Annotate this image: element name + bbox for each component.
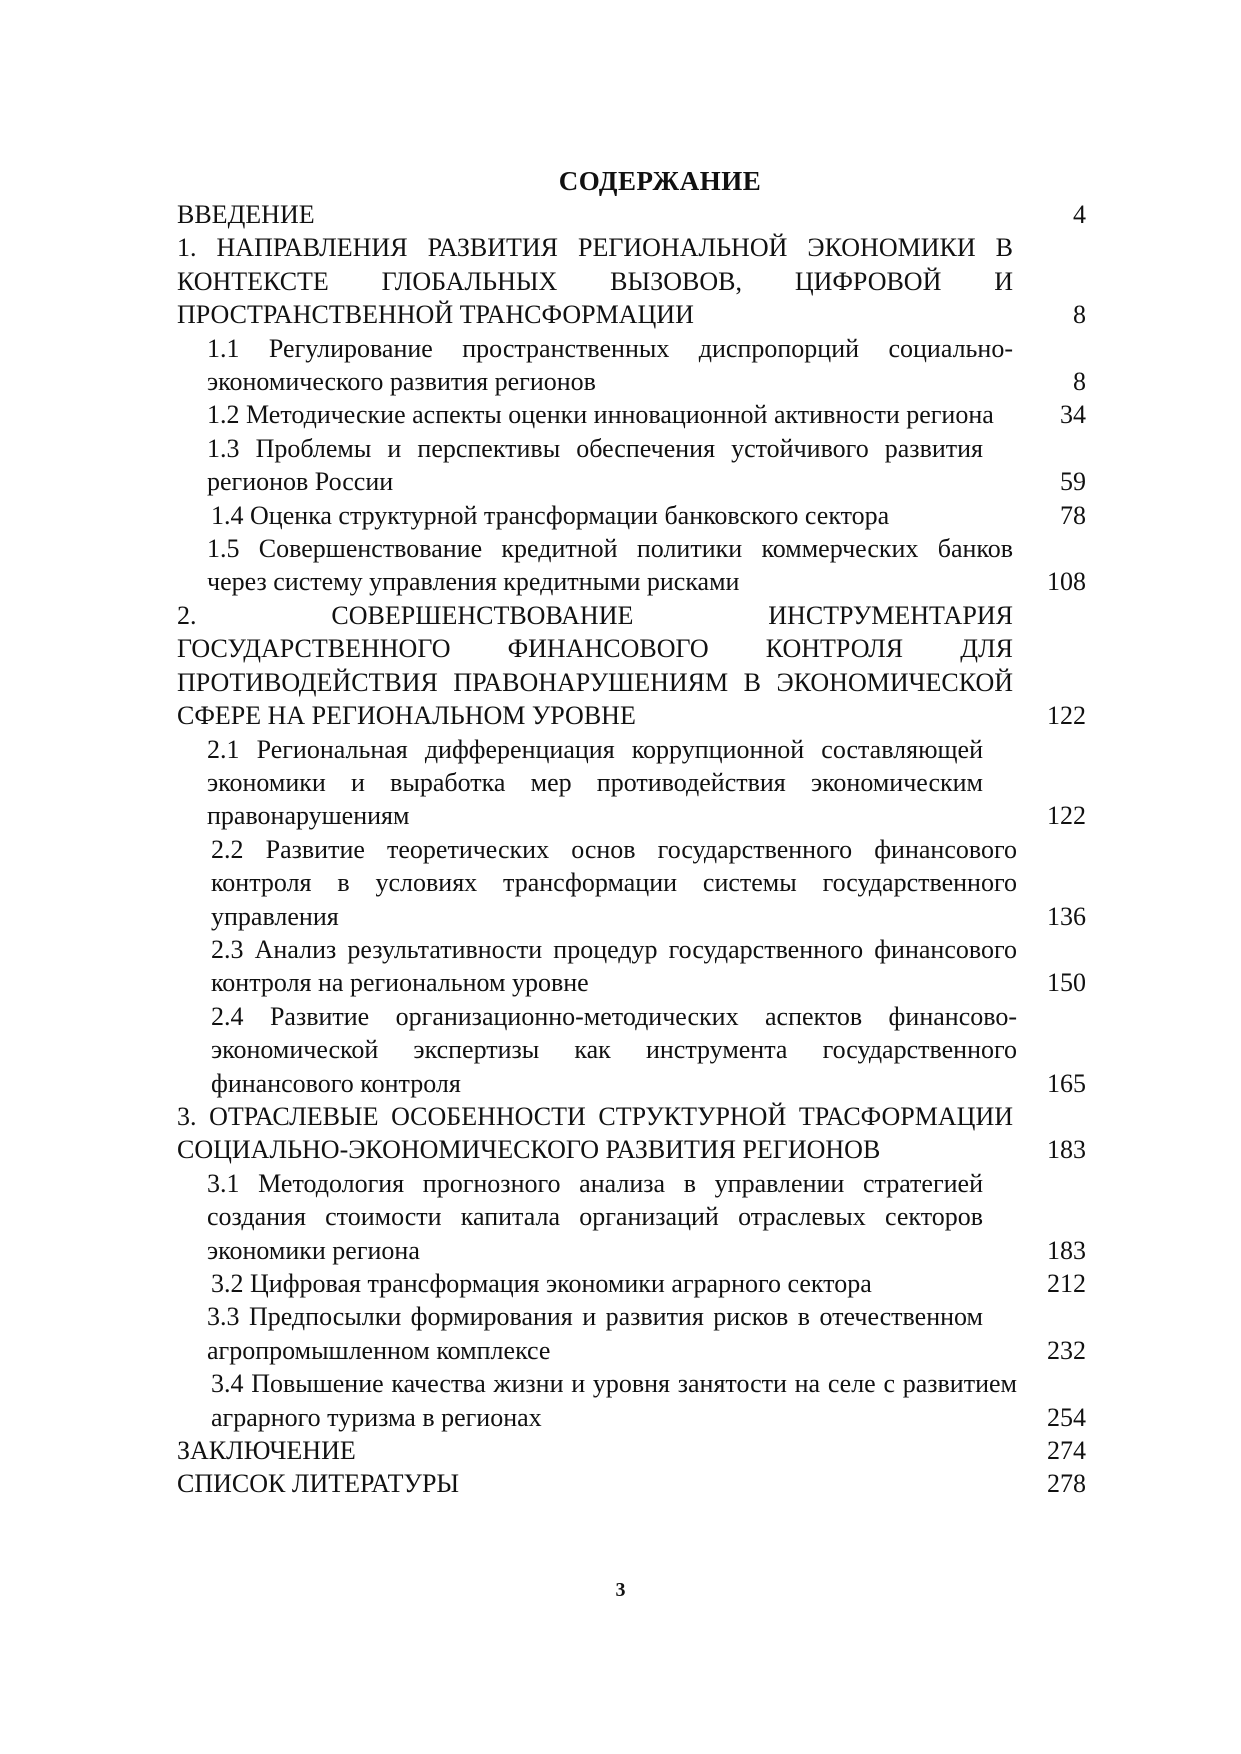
toc-entry-title: СПИСОК ЛИТЕРАТУРЫ (177, 1469, 460, 1499)
toc-entry-page: 278 (1047, 1469, 1086, 1499)
toc-entry-section-3-1 (0, 1167, 1241, 1267)
table-of-contents (0, 198, 1241, 1501)
toc-entry-page: 136 (1047, 901, 1086, 931)
toc-entry-title: 3. ОТРАСЛЕВЫЕ ОСОБЕННОСТИ СТРУКТУРНОЙ ТРАСФОРМАЦИИ СОЦИАЛЬНО-ЭКОНОМИЧЕСКОГО РАЗВИТИЯ РЕГИОНОВ (177, 1101, 1013, 1165)
toc-entry-title: 1.5 Совершенствование кредитной политики коммерческих банков через систему управления кредитными рисками (207, 534, 1013, 597)
toc-entry-section-3-3 (0, 1300, 1241, 1367)
toc-entry-title: ЗАКЛЮЧЕНИЕ (177, 1436, 356, 1466)
toc-entry-title: 3.2 Цифровая трансформация экономики аграрного сектора (211, 1269, 872, 1298)
toc-entry-title: 1.2 Методические аспекты оценки инновационной активности региона (207, 400, 994, 430)
toc-entry-page: 78 (1060, 500, 1086, 530)
toc-entry-chapter-1 (0, 231, 1241, 331)
toc-entry-page: 274 (1047, 1436, 1086, 1466)
toc-entry-title: 3.1 Методология прогнозного анализа в управлении стратегией создания стоимости капитала организаций отраслевых секторов экономики региона (207, 1168, 983, 1265)
toc-entry-section-1-2 (0, 398, 1241, 431)
toc-entry-section-2-2 (0, 833, 1241, 933)
toc-entry-chapter-2 (0, 599, 1241, 733)
toc-entry-title: 3.3 Предпосылки формирования и развития рисков в отечественном агропромышленном комплексе (207, 1302, 983, 1365)
toc-entry-references (0, 1467, 1241, 1500)
toc-entry-section-1-4 (0, 499, 1241, 532)
toc-entry-section-2-3 (0, 933, 1241, 1000)
toc-entry-section-3-2 (0, 1267, 1241, 1300)
toc-entry-title: 3.4 Повышение качества жизни и уровня занятости на селе с развитием аграрного туризма в регионах (211, 1369, 1017, 1432)
toc-entry-page: 4 (1073, 200, 1086, 229)
toc-entry-page: 183 (1047, 1135, 1086, 1165)
toc-entry-title: 1.1 Регулирование пространственных диспропорций социально-экономического развития регионов (207, 333, 1013, 397)
toc-entry-page: 212 (1047, 1269, 1086, 1298)
toc-entry-page: 150 (1047, 968, 1086, 998)
toc-entry-page: 8 (1073, 300, 1086, 330)
toc-entry-section-2-4 (0, 1000, 1241, 1100)
toc-entry-conclusion (0, 1434, 1241, 1467)
toc-entry-title: 2.4 Развитие организационно-методических аспектов финансово-экономической экспертизы как инструмента государственного финансового контроля (211, 1001, 1017, 1098)
toc-title: СОДЕРЖАНИЕ (558, 166, 762, 196)
toc-entry-page: 59 (1060, 467, 1086, 497)
toc-entry-page: 254 (1047, 1402, 1086, 1432)
toc-entry-page: 122 (1047, 701, 1086, 731)
toc-entry-title: 1.4 Оценка структурной трансформации банковского сектора (211, 500, 890, 530)
toc-entry-introduction (0, 198, 1241, 231)
toc-entry-page: 232 (1047, 1335, 1086, 1365)
toc-entry-page: 108 (1047, 567, 1086, 597)
toc-entry-title: 2.2 Развитие теоретических основ государственного финансового контроля в условиях трансформации системы государственного управления (211, 834, 1017, 931)
toc-entry-page: 34 (1060, 400, 1086, 430)
toc-entry-chapter-3 (0, 1100, 1241, 1167)
toc-entry-section-1-1 (0, 332, 1241, 399)
toc-entry-title: 2.1 Региональная дифференциация коррупционной составляющей экономики и выработка мер противодействия экономическим правонарушениям (207, 734, 983, 831)
toc-entry-page: 183 (1047, 1235, 1086, 1265)
toc-entry-title: 1. НАПРАВЛЕНИЯ РАЗВИТИЯ РЕГИОНАЛЬНОЙ ЭКОНОМИКИ В КОНТЕКСТЕ ГЛОБАЛЬНЫХ ВЫЗОВОВ, ЦИФРОВОЙ И ПРОСТРАНСТВЕННОЙ ТРАНСФОРМАЦИИ (177, 233, 1013, 330)
toc-entry-section-3-4 (0, 1367, 1241, 1434)
toc-entry-section-1-3 (0, 432, 1241, 499)
toc-entry-title: 1.3 Проблемы и перспективы обеспечения устойчивого развития регионов России (207, 433, 983, 497)
toc-entry-section-2-1 (0, 733, 1241, 833)
toc-entry-title: ВВЕДЕНИЕ (177, 200, 315, 229)
toc-entry-page: 165 (1047, 1068, 1086, 1098)
toc-entry-title: 2.3 Анализ результативности процедур государственного финансового контроля на региональном уровне (211, 934, 1017, 998)
toc-entry-page: 8 (1073, 367, 1086, 397)
toc-entry-section-1-5 (0, 532, 1241, 599)
page-number: 3 (615, 1579, 626, 1601)
toc-entry-title: 2. СОВЕРШЕНСТВОВАНИЕ ИНСТРУМЕНТАРИЯ ГОСУДАРСТВЕННОГО ФИНАНСОВОГО КОНТРОЛЯ ДЛЯ ПРОТИВОДЕЙСТВИЯ ПРАВОНАРУШЕНИЯМ В ЭКОНОМИЧЕСКОЙ СФЕРЕ НА РЕГИОНАЛЬНОМ УРОВНЕ (177, 600, 1013, 731)
toc-entry-page: 122 (1047, 801, 1086, 831)
